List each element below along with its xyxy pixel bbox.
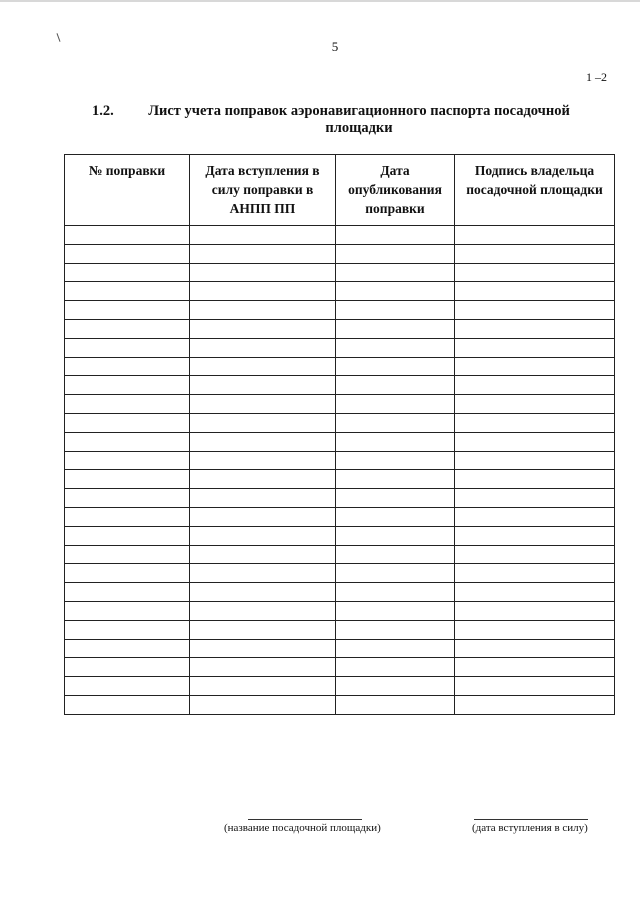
table-cell <box>65 451 190 470</box>
table-row <box>65 357 615 376</box>
table-cell <box>190 357 336 376</box>
table-cell <box>65 601 190 620</box>
table-cell <box>190 695 336 714</box>
table-cell <box>455 413 615 432</box>
table-cell <box>336 545 455 564</box>
table-row <box>65 376 615 395</box>
table-cell <box>65 226 190 245</box>
table-cell <box>336 413 455 432</box>
effective-date-caption: (дата вступления в силу) <box>472 822 588 834</box>
table-cell <box>190 432 336 451</box>
table-cell <box>455 451 615 470</box>
table-cell <box>65 357 190 376</box>
table-cell <box>190 395 336 414</box>
table-cell <box>190 489 336 508</box>
table-cell <box>190 263 336 282</box>
table-cell <box>190 545 336 564</box>
effective-date-line <box>474 819 588 820</box>
section-number: 1.2. <box>92 103 114 119</box>
table-cell <box>455 639 615 658</box>
table-cell <box>336 282 455 301</box>
section-title: Лист учета поправок аэронавигационного паспорта посадочной площадки <box>148 103 570 136</box>
table-cell <box>190 507 336 526</box>
table-row <box>65 620 615 639</box>
header-owner-signature: Подпись владельца посадочной площадки <box>455 155 615 226</box>
table-cell <box>336 583 455 602</box>
table-cell <box>336 263 455 282</box>
table-row <box>65 601 615 620</box>
table-row <box>65 564 615 583</box>
table-cell <box>65 677 190 696</box>
table-cell <box>65 282 190 301</box>
table-cell <box>455 526 615 545</box>
table-cell <box>455 564 615 583</box>
table-row <box>65 677 615 696</box>
table-cell <box>190 658 336 677</box>
table-cell <box>65 376 190 395</box>
table-cell <box>190 526 336 545</box>
table-row <box>65 338 615 357</box>
table-cell <box>455 338 615 357</box>
table-cell <box>455 470 615 489</box>
table-row <box>65 545 615 564</box>
table-cell <box>336 357 455 376</box>
page-number: 5 <box>331 39 339 54</box>
header-publication-date: Дата опубликования поправки <box>336 155 455 226</box>
table-cell <box>190 583 336 602</box>
table-cell <box>455 357 615 376</box>
table-row <box>65 282 615 301</box>
header-effective-date: Дата вступления в силу поправки в АНПП ПП <box>190 155 336 226</box>
table-row <box>65 226 615 245</box>
table-cell <box>455 244 615 263</box>
table-cell <box>65 432 190 451</box>
table-row <box>65 695 615 714</box>
table-cell <box>336 564 455 583</box>
table-row <box>65 639 615 658</box>
table-cell <box>65 301 190 320</box>
table-row <box>65 301 615 320</box>
table-cell <box>65 413 190 432</box>
table-cell <box>455 319 615 338</box>
table-cell <box>455 507 615 526</box>
table-row <box>65 489 615 508</box>
table-cell <box>65 319 190 338</box>
table-cell <box>65 639 190 658</box>
table-cell <box>336 658 455 677</box>
table-cell <box>336 395 455 414</box>
table-cell <box>190 338 336 357</box>
table-cell <box>455 695 615 714</box>
table-cell <box>455 263 615 282</box>
site-name-line <box>248 819 362 820</box>
table-header-row <box>65 155 615 226</box>
table-cell <box>455 226 615 245</box>
table-cell <box>65 695 190 714</box>
table-cell <box>65 263 190 282</box>
table-cell <box>336 489 455 508</box>
table-cell <box>455 301 615 320</box>
table-cell <box>336 526 455 545</box>
table-cell <box>190 244 336 263</box>
table-row <box>65 507 615 526</box>
table-cell <box>190 226 336 245</box>
table-cell <box>190 319 336 338</box>
table-row <box>65 658 615 677</box>
table-cell <box>455 601 615 620</box>
table-cell <box>190 301 336 320</box>
table-cell <box>336 451 455 470</box>
table-cell <box>190 470 336 489</box>
table-cell <box>455 677 615 696</box>
table-cell <box>455 489 615 508</box>
table-row <box>65 413 615 432</box>
table-cell <box>65 545 190 564</box>
table-cell <box>336 620 455 639</box>
table-cell <box>65 507 190 526</box>
table-cell <box>336 338 455 357</box>
table-row <box>65 244 615 263</box>
table-cell <box>336 695 455 714</box>
table-cell <box>336 470 455 489</box>
table-row <box>65 395 615 414</box>
table-cell <box>336 507 455 526</box>
table-cell <box>65 395 190 414</box>
table-cell <box>65 583 190 602</box>
table-cell <box>336 301 455 320</box>
table-cell <box>190 376 336 395</box>
table-cell <box>190 639 336 658</box>
table-cell <box>190 413 336 432</box>
table-cell <box>455 620 615 639</box>
table-cell <box>455 545 615 564</box>
table-cell <box>65 244 190 263</box>
table-cell <box>65 470 190 489</box>
table-cell <box>336 244 455 263</box>
table-row <box>65 319 615 338</box>
table-row <box>65 432 615 451</box>
table-cell <box>455 376 615 395</box>
table-cell <box>336 376 455 395</box>
scan-edge-line <box>0 0 640 2</box>
table-cell <box>455 282 615 301</box>
table-body <box>65 226 615 715</box>
table-cell <box>65 338 190 357</box>
table-cell <box>65 658 190 677</box>
table-cell <box>336 226 455 245</box>
table-cell <box>336 319 455 338</box>
table-row <box>65 263 615 282</box>
table-cell <box>65 489 190 508</box>
document-code: 1 –2 <box>586 70 607 84</box>
table-cell <box>190 620 336 639</box>
table-row <box>65 526 615 545</box>
site-name-caption: (название посадочной площадки) <box>224 822 381 834</box>
table-cell <box>190 601 336 620</box>
table-row <box>65 583 615 602</box>
table-cell <box>65 564 190 583</box>
table-cell <box>190 451 336 470</box>
amendments-log-table <box>64 154 615 715</box>
table-cell <box>336 677 455 696</box>
table-cell <box>336 601 455 620</box>
table-cell <box>190 564 336 583</box>
table-cell <box>455 658 615 677</box>
table-cell <box>190 282 336 301</box>
table-row <box>65 451 615 470</box>
table-cell <box>455 432 615 451</box>
table-cell <box>336 639 455 658</box>
table-cell <box>190 677 336 696</box>
table-row <box>65 470 615 489</box>
header-amendment-number: № поправки <box>65 155 190 226</box>
table-cell <box>336 432 455 451</box>
table-cell <box>65 620 190 639</box>
table-cell <box>455 583 615 602</box>
table-cell <box>455 395 615 414</box>
table-cell <box>65 526 190 545</box>
